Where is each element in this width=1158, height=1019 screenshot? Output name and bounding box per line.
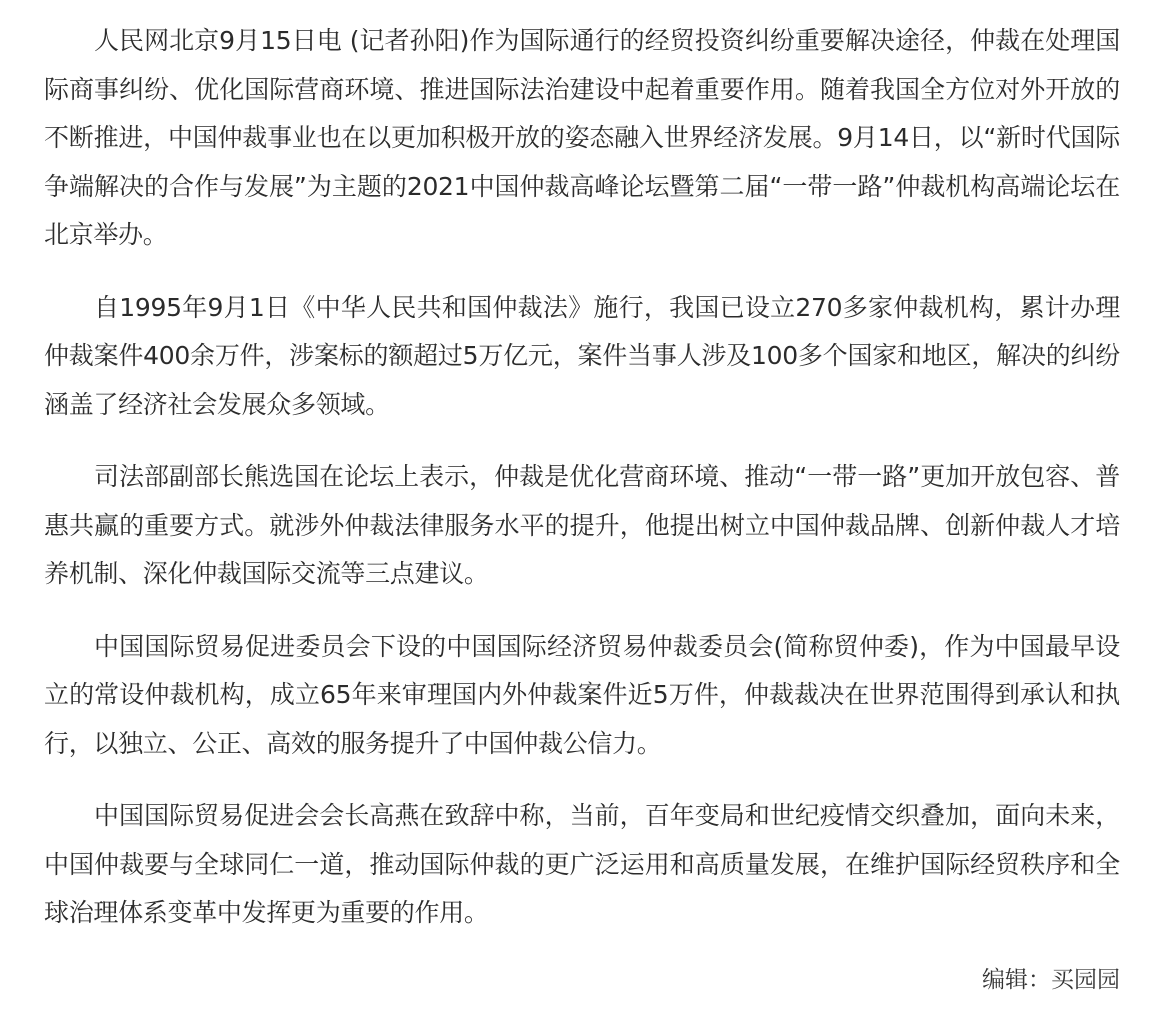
article-paragraph-2: 自1995年9月1日《中华人民共和国仲裁法》施行，我国已设立270多家仲裁机构，累计办理仲裁案件400余万件，涉案标的额超过5万亿元，案件当事人涉及100多个国家和地区，解决的纠纷涵盖了经济社会发展众多领域。 bbox=[44, 292, 1120, 419]
article-paragraph-4: 中国国际贸易促进委员会下设的中国国际经济贸易仲裁委员会(简称贸仲委)，作为中国最早设立的常设仲裁机构，成立65年来审理国内外仲裁案件近5万件，仲裁裁决在世界范围得到承认和执行，以独立、公正、高效的服务提升了中国仲裁公信力。 bbox=[44, 631, 1120, 758]
editor-credit: 编辑：买园园 bbox=[982, 966, 1120, 993]
article-paragraph-5: 中国国际贸易促进会会长高燕在致辞中称，当前，百年变局和世纪疫情交织叠加，面向未来，中国仲裁要与全球同仁一道，推动国际仲裁的更广泛运用和高质量发展，在维护国际经贸秩序和全球治理体系变革中发挥更为重要的作用。 bbox=[44, 801, 1120, 927]
article-paragraph-1: 人民网北京9月15日电 (记者孙阳)作为国际通行的经贸投资纠纷重要解决途径，仲裁在处理国际商事纠纷、优化国际营商环境、推进国际法治建设中起着重要作用。随着我国全方位对外开放的不断推进，中国仲裁事业也在以更加积极开放的姿态融入世界经济发展。9月14日，以“新时代国际争端解决的合作与发展”为主题的2021中国仲裁高峰论坛暨第二届“一带一路”仲裁机构高端论坛在北京举办。 bbox=[44, 26, 1120, 249]
article-paragraph-3: 司法部副部长熊选国在论坛上表示，仲裁是优化营商环境、推动“一带一路”更加开放包容、普惠共赢的重要方式。就涉外仲裁法律服务水平的提升，他提出树立中国仲裁品牌、创新仲裁人才培养机制、深化仲裁国际交流等三点建议。 bbox=[44, 462, 1120, 588]
